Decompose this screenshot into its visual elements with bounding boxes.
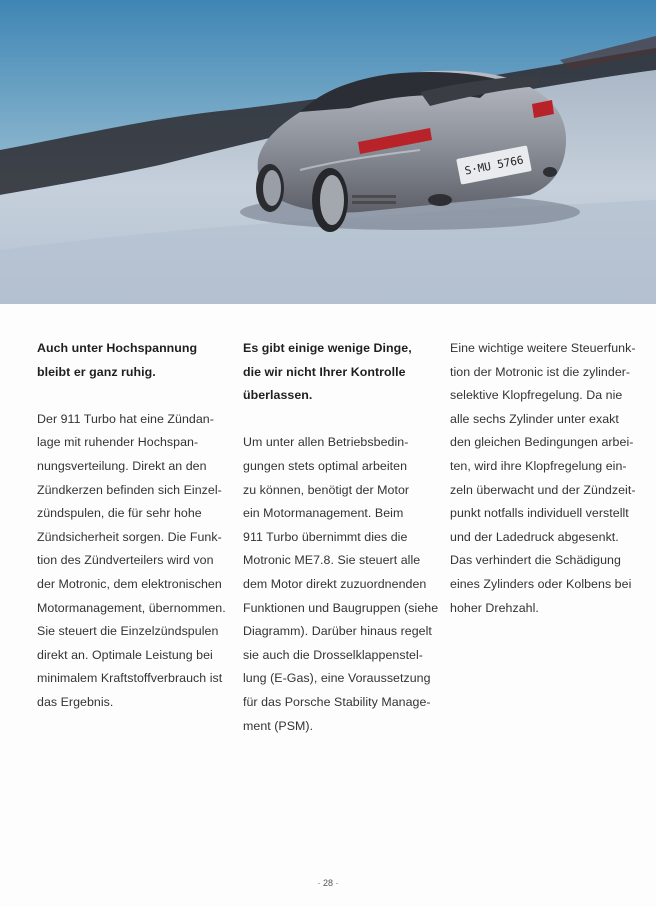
column-2-body-line: gungen stets optimal arbeiten (243, 458, 408, 473)
column-3-body-line: tion der Motronic ist die zylinder- (450, 364, 631, 379)
column-2-body-line: Funktionen und Baugruppen (siehe (243, 600, 439, 615)
column-3-body-line: zeln überwacht und der Zündzeit- (450, 482, 636, 497)
column-3 (450, 337, 645, 620)
column-3-body-line: und der Ladedruck abgesenkt. (450, 529, 619, 544)
column-3-body-line: den gleichen Bedingungen arbei- (450, 435, 634, 450)
column-2-heading-line: die wir nicht Ihrer Kontrolle (243, 364, 406, 379)
column-2-body-line: dem Motor direkt zuzuordnenden (243, 576, 427, 591)
column-2-body-line: zu können, benötigt der Motor (243, 482, 410, 497)
column-3-body-line: Eine wichtige weitere Steuerfunk- (450, 341, 636, 355)
column-1-body-line: nungsverteilung. Direkt an den (37, 458, 207, 473)
column-2-body-line: lung (E-Gas), eine Voraussetzung (243, 671, 431, 686)
column-2-body-line: Diagramm). Darüber hinaus regelt (243, 624, 432, 639)
hero-photo (0, 0, 656, 304)
column-2-body-line: Um unter allen Betriebsbedin- (243, 435, 409, 450)
column-2-body-line: ein Motormanagement. Beim (243, 506, 404, 521)
column-1-body-line: lage mit ruhender Hochspan- (37, 435, 199, 450)
column-2-heading-line: überlassen. (243, 388, 313, 403)
column-1-body-line: direkt an. Optimale Leistung bei (37, 647, 213, 662)
page-number: · 28 · (317, 878, 339, 888)
column-2 (243, 337, 438, 738)
column-1-body-line: Motormanagement, übernommen. (37, 600, 226, 615)
column-2-body-line: ment (PSM). (243, 718, 314, 733)
column-3-body-line: alle sechs Zylinder unter exakt (450, 411, 619, 426)
column-1 (37, 337, 232, 715)
column-3-body-line: eines Zylinders oder Kolbens bei (450, 576, 632, 591)
column-3-body-line: ten, wird ihre Klopfregelung ein- (450, 458, 627, 473)
column-2-heading-line: Es gibt einige wenige Dinge, (243, 341, 412, 355)
column-1-body-line: zündspulen, die für sehr hohe (37, 506, 202, 521)
column-1-body-line: tion des Zündverteilers wird von (37, 553, 214, 568)
column-1-body-line: Der 911 Turbo hat eine Zündan- (37, 411, 214, 426)
column-1-body-line: Zündsicherheit sorgen. Die Funk- (37, 529, 222, 544)
column-3-body-line: punkt notfalls individuell verstellt (450, 506, 629, 521)
column-3-body-line: Das verhindert die Schädigung (450, 553, 621, 568)
column-2-body-line: für das Porsche Stability Manage- (243, 694, 431, 709)
column-3-body-line: hoher Drehzahl. (450, 600, 539, 615)
column-2-body-line: sie auch die Drosselklappenstel- (243, 647, 423, 662)
column-1-body-line: Sie steuert die Einzelzündspulen (37, 624, 219, 639)
column-1-heading-line: bleibt er ganz ruhig. (37, 364, 156, 379)
column-1-body-line: minimalem Kraftstoffverbrauch ist (37, 671, 223, 686)
column-3-body-line: selektive Klopfregelung. Da nie (450, 388, 623, 403)
column-1-heading-line: Auch unter Hochspannung (37, 341, 198, 355)
column-1-body-line: der Motronic, dem elektronischen (37, 576, 222, 591)
column-2-body-line: Motronic ME7.8. Sie steuert alle (243, 553, 421, 568)
column-2-body-line: 911 Turbo übernimmt dies die (243, 529, 408, 544)
column-1-body-line: das Ergebnis. (37, 694, 114, 709)
column-1-body-line: Zündkerzen befinden sich Einzel- (37, 482, 222, 497)
license-plate-text: S·MU 5766 (463, 153, 525, 178)
